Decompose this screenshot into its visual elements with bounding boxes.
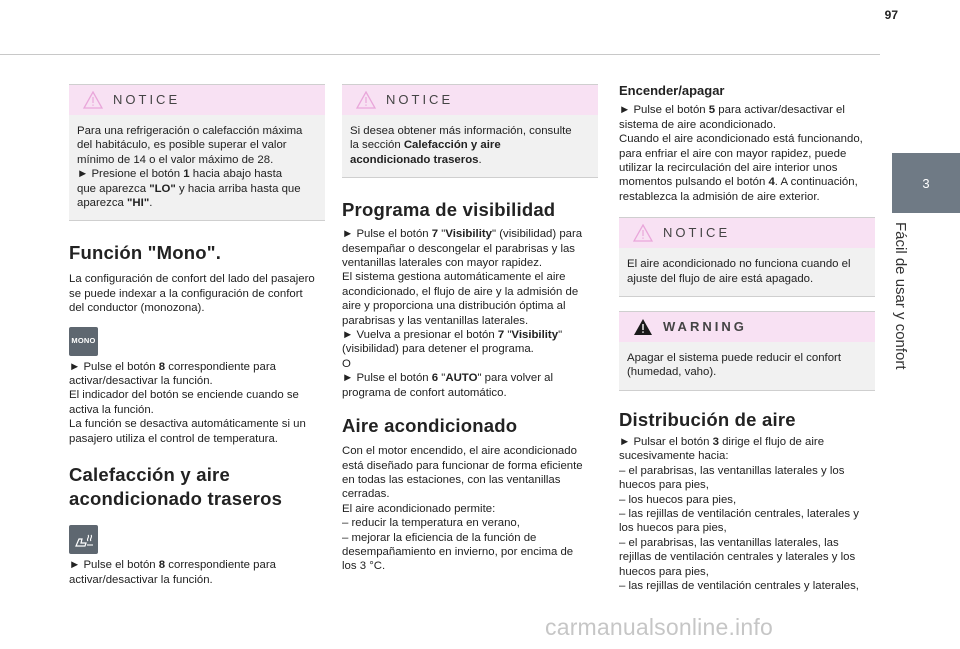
text-line: del habitáculo, es posible superar el valor <box>77 139 287 152</box>
chapter-title <box>889 222 913 382</box>
notice-header <box>619 218 875 248</box>
text-span: momentos pulsando el botón <box>619 176 769 189</box>
notice-label: NOTICE <box>386 91 454 107</box>
text-line: El indicador del botón se enciende cuando se <box>69 389 299 402</box>
button-ref: 7 <box>497 329 505 342</box>
text-span: " <box>504 329 512 342</box>
text-line <box>342 371 598 385</box>
text-line: sucesivamente hacia: <box>619 450 729 463</box>
button-name: Visibility <box>445 228 492 241</box>
warning-header <box>619 312 875 342</box>
text-line: – las rejillas de ventilación centrales y laterales, <box>619 579 859 592</box>
text-span: correspondiente para <box>165 360 276 373</box>
text-line: huecos para pies, <box>619 479 709 492</box>
text-line <box>77 196 317 210</box>
column-2 <box>342 84 598 574</box>
text-line: Apagar el sistema puede reducir el confort <box>627 352 842 365</box>
mono-intro <box>69 272 325 315</box>
text-span: aparezca <box>77 197 128 210</box>
text-line: aire y proporciona una distribución óptima al <box>342 300 566 313</box>
value-ref: "HI" <box>127 197 150 210</box>
ac-body <box>342 444 598 574</box>
title-line: acondicionado traseros <box>69 488 283 510</box>
text-line: los 3 °C. <box>342 560 386 573</box>
text-line <box>69 558 325 572</box>
text-span: " para volver al <box>477 372 554 385</box>
button-ref: 4 <box>768 176 775 189</box>
text-span: . A continuación, <box>774 176 858 189</box>
visibility-body <box>342 227 598 400</box>
text-line: – el parabrisas, las ventanillas laterales, las <box>619 536 839 549</box>
text-line: – reducir la temperatura en verano, <box>342 517 520 530</box>
notice-label: NOTICE <box>663 225 731 241</box>
text-line: La función se desactiva automáticamente si un <box>69 418 306 431</box>
notice-header <box>342 85 598 115</box>
section-title-rear <box>69 463 325 511</box>
text-line: para enfriar el aire con mayor rapidez, puede <box>619 147 847 160</box>
warning-box <box>619 311 875 391</box>
button-name: Visibility <box>511 329 559 342</box>
text-line: huecos para pies, <box>619 565 709 578</box>
warning-label: WARNING <box>663 318 747 334</box>
text-line <box>619 103 875 117</box>
text-span: para activar/desactivar el <box>715 104 845 117</box>
text-line: La configuración de confort del lado del pasajero <box>69 273 315 286</box>
text-span: ► Pulse el botón <box>69 559 159 572</box>
text-line: los huecos para pies, <box>619 522 727 535</box>
button-ref: 1 <box>183 168 190 181</box>
text-line: – los huecos para pies, <box>619 493 737 506</box>
text-span: que aparezca <box>77 182 150 195</box>
warning-body <box>619 342 875 390</box>
text-line: mínimo de 14 o el valor máximo de 28. <box>77 153 274 166</box>
text-line: (humedad, vaho). <box>627 366 717 379</box>
text-span: la sección <box>350 139 404 152</box>
text-line: Cuando el aire acondicionado está funcionando, <box>619 133 863 146</box>
header-divider <box>0 54 880 55</box>
section-link[interactable]: acondicionado traseros <box>350 153 479 166</box>
text-line: activa la función. <box>69 403 154 416</box>
text-span: ► Vuelva a presionar el botón <box>342 329 498 342</box>
button-ref: 8 <box>158 559 166 572</box>
text-line: El aire acondicionado permite: <box>342 502 496 515</box>
button-ref: 5 <box>708 104 716 117</box>
text-line <box>619 175 875 189</box>
text-line <box>342 328 598 342</box>
text-line: Para una refrigeración o calefacción máxima <box>77 125 303 137</box>
text-line: – mejorar la eficiencia de la función de <box>342 531 537 544</box>
column-3 <box>619 84 875 593</box>
text-line: se puede indexar a la configuración de confort <box>69 287 303 300</box>
text-line: desempañar o descongelar el parabrisas y las <box>342 242 576 255</box>
section-title-visibility: Programa de visibilidad <box>342 199 556 221</box>
text-line: Con el motor encendido, el aire acondicionado <box>342 445 577 458</box>
section-title-distribution: Distribución de aire <box>619 408 796 430</box>
text-line: El aire acondicionado no funciona cuando el <box>627 258 851 271</box>
text-span: " <box>558 329 563 342</box>
text-line <box>77 182 317 196</box>
notice-box <box>619 217 875 297</box>
notice-triangle-icon <box>356 91 376 109</box>
button-ref: 6 <box>431 372 439 385</box>
column-1 <box>69 84 325 587</box>
rear-instructions <box>69 558 325 587</box>
rear-climate-icon <box>69 525 98 554</box>
text-line: parabrisas y las ventanillas laterales. <box>342 314 529 327</box>
text-line: desempañamiento en invierno, por encima de <box>342 545 574 558</box>
text-line <box>350 153 590 167</box>
rear-seat-icon <box>73 532 95 548</box>
chapter-tab[interactable]: 3 <box>892 153 960 213</box>
notice-body <box>619 248 875 296</box>
button-name: AUTO <box>445 372 478 385</box>
text-span: ► Pulse el botón <box>69 360 159 373</box>
distribution-body <box>619 435 875 593</box>
text-span: " (visibilidad) para <box>492 228 583 241</box>
text-span: . <box>149 197 153 210</box>
text-line <box>619 435 875 449</box>
text-span: y hacia arriba hasta que <box>175 182 301 195</box>
chapter-title-text: Fácil de usar y confort <box>892 222 909 370</box>
button-ref: 8 <box>158 360 166 373</box>
notice-body <box>342 115 598 177</box>
page-number: 97 <box>884 8 898 22</box>
notice-body <box>69 115 325 220</box>
onoff-body <box>619 103 875 204</box>
mono-icon-label: MONO <box>71 335 96 345</box>
text-span: ► Presione el botón <box>77 168 184 181</box>
text-line: (visibilidad) para detener el programa. <box>342 343 534 356</box>
notice-box <box>69 84 325 221</box>
text-line: O <box>342 357 351 370</box>
text-span: ► Pulse el botón <box>619 104 709 117</box>
section-title-onoff: Encender/apagar <box>619 83 725 98</box>
notice-header <box>69 85 325 115</box>
text-line <box>342 227 598 241</box>
text-span: " <box>438 228 446 241</box>
warning-triangle-icon <box>633 318 653 336</box>
notice-triangle-icon <box>633 224 653 242</box>
text-span: dirige el flujo de aire <box>718 435 825 448</box>
text-line: activar/desactivar la función. <box>69 573 213 586</box>
text-line: – el parabrisas, las ventanillas laterales y los <box>619 464 845 477</box>
text-line: ventanillas laterales con mayor rapidez. <box>342 257 543 270</box>
text-span: " <box>438 372 446 385</box>
text-line: del conductor (monozona). <box>69 302 205 315</box>
text-line: restablezca la admisión de aire exterior. <box>619 190 820 203</box>
text-line: Si desea obtener más información, consulte <box>350 125 572 137</box>
text-line <box>350 138 590 152</box>
text-line: ajuste del flujo de aire está apagado. <box>627 272 814 285</box>
text-line: en todas las estaciones, con las ventanillas <box>342 473 561 486</box>
mono-instructions <box>69 360 325 446</box>
text-line: rejillas de ventilación centrales y laterales y los <box>619 551 856 564</box>
section-title-ac: Aire acondicionado <box>342 415 518 437</box>
text-line: está diseñado para funcionar de forma eficiente <box>342 459 583 472</box>
value-ref: "LO" <box>149 182 176 195</box>
text-span: correspondiente para <box>165 559 276 572</box>
watermark: carmanualsonline.info <box>545 614 773 640</box>
text-line: pasajero utiliza el control de temperatura. <box>69 432 278 445</box>
mono-button-icon <box>69 327 98 356</box>
text-span: ► Pulse el botón <box>342 372 432 385</box>
notice-triangle-icon <box>83 91 103 109</box>
text-span: hacia abajo hasta <box>189 168 283 181</box>
notice-box <box>342 84 598 178</box>
title-line: Calefacción y aire <box>69 464 230 486</box>
text-line <box>77 167 317 181</box>
button-ref: 7 <box>431 228 439 241</box>
text-line <box>69 360 325 374</box>
text-line: sistema de aire acondicionado. <box>619 118 777 131</box>
text-span: ► Pulse el botón <box>342 228 432 241</box>
text-line: El sistema gestiona automáticamente el aire <box>342 271 566 284</box>
section-title-mono: Función "Mono". <box>69 242 222 264</box>
text-line: activar/desactivar la función. <box>69 375 213 388</box>
button-ref: 3 <box>712 435 719 448</box>
text-line: utilizar la recirculación del aire interior unos <box>619 162 838 175</box>
text-line: programa de confort automático. <box>342 386 507 399</box>
notice-label: NOTICE <box>113 91 181 107</box>
section-link[interactable]: Calefacción y aire <box>403 139 501 152</box>
text-span: ► Pulsar el botón <box>619 435 713 448</box>
text-span: . <box>478 153 482 166</box>
text-line: acondicionado, el flujo de aire y la admisión de <box>342 285 579 298</box>
text-line: – las rejillas de ventilación centrales, laterales y <box>619 507 859 520</box>
text-line: cerradas. <box>342 488 390 501</box>
